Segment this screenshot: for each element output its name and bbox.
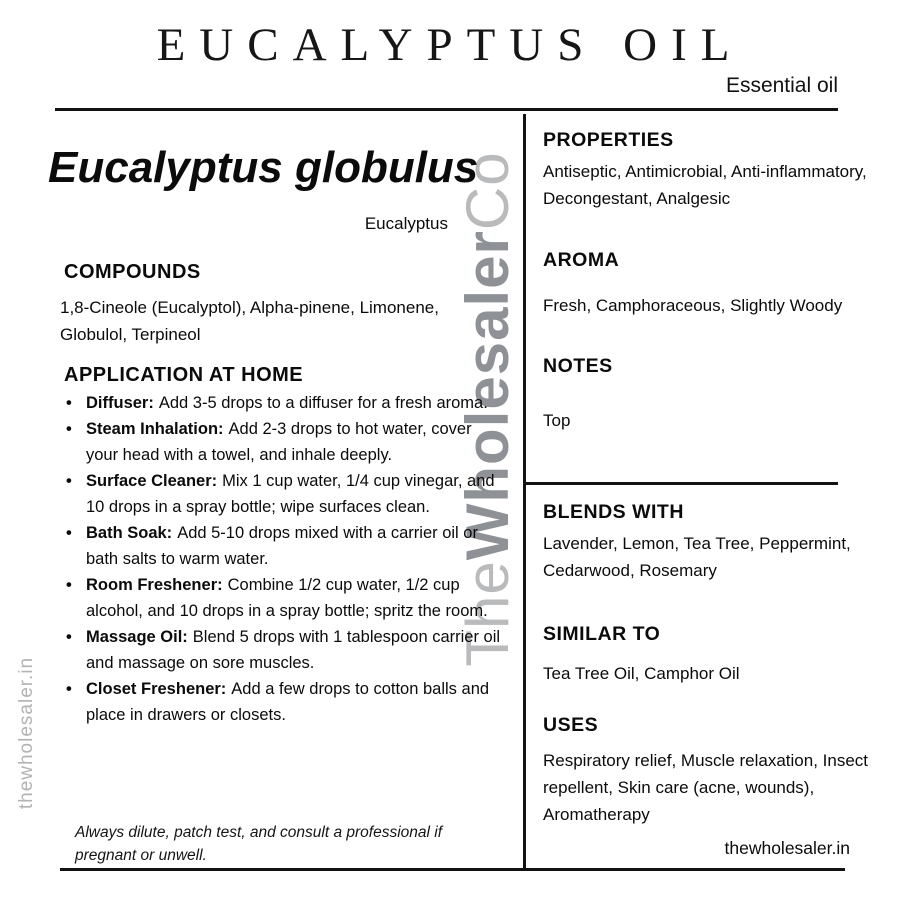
list-item-text: Add 2-3 drops to hot water, cover your head with a towel, and inhale deeply. [86, 420, 472, 464]
website-link: thewholesaler.in [724, 838, 850, 858]
notes-heading: NOTES [543, 355, 613, 377]
page-title: EUCALYPTUS OIL [156, 19, 744, 71]
botanical-name: Eucalyptus globulus [48, 143, 479, 192]
list-item [62, 572, 504, 624]
right-column-divider [523, 482, 838, 485]
compounds-heading: COMPOUNDS [64, 261, 201, 283]
watermark-wholesaler: Wholesaler [453, 230, 521, 561]
list-item-text: Add 5-10 drops mixed with a carrier oil or bath salts to warm water. [86, 524, 478, 568]
list-item [62, 390, 504, 416]
similar-to-heading: SIMILAR TO [543, 623, 661, 645]
watermark-the: The [453, 560, 521, 667]
list-item-label: Room Freshener: [86, 576, 223, 594]
side-website-text: thewholesaler.in [16, 656, 37, 810]
application-list [62, 390, 504, 728]
list-item-label: Diffuser: [86, 394, 154, 412]
list-item [62, 624, 504, 676]
compounds-text: 1,8-Cineole (Eucalyptol), Alpha-pinene, Limonene, Globulol, Terpineol [60, 298, 439, 344]
aroma-heading: AROMA [543, 249, 620, 271]
blends-with-heading: BLENDS WITH [543, 501, 684, 523]
page-subtitle: Essential oil [725, 74, 838, 97]
list-item [62, 416, 504, 468]
common-name: Eucalyptus [364, 214, 448, 233]
list-item-label: Surface Cleaner: [86, 472, 218, 490]
vertical-divider [523, 114, 526, 871]
disclaimer-note: Always dilute, patch test, and consult a professional if pregnant or unwell. [75, 824, 443, 864]
list-item [62, 676, 504, 728]
list-item-label: Steam Inhalation: [86, 420, 224, 438]
notes-text: Top [543, 411, 571, 430]
blends-with-text: Lavender, Lemon, Tea Tree, Peppermint, Cedarwood, Rosemary [543, 534, 851, 580]
list-item [62, 468, 504, 520]
watermark-co: Co [453, 151, 521, 231]
list-item-label: Massage Oil: [86, 628, 188, 646]
application-heading: APPLICATION AT HOME [64, 364, 304, 386]
list-item [62, 520, 504, 572]
header-divider [55, 108, 838, 111]
list-item-label: Bath Soak: [86, 524, 173, 542]
similar-to-text: Tea Tree Oil, Camphor Oil [543, 664, 740, 683]
properties-heading: PROPERTIES [543, 129, 674, 151]
list-item-text: Combine 1/2 cup water, 1/2 cup alcohol, and 10 drops in a spray bottle; spritz the room. [86, 576, 488, 620]
uses-text: Respiratory relief, Muscle relaxation, Insect repellent, Skin care (acne, wounds), Aromatherapy [543, 751, 869, 824]
bottom-divider [60, 868, 845, 871]
list-item-text: Blend 5 drops with 1 tablespoon carrier oil and massage on sore muscles. [86, 628, 501, 672]
list-item-label: Closet Freshener: [86, 680, 227, 698]
uses-heading: USES [543, 714, 599, 736]
aroma-text: Fresh, Camphoraceous, Slightly Woody [543, 296, 843, 315]
list-item-text: Add 3-5 drops to a diffuser for a fresh aroma. [158, 394, 488, 412]
list-item-text: Add a few drops to cotton balls and place in drawers or closets. [86, 680, 490, 724]
list-item-text: Mix 1 cup water, 1/4 cup vinegar, and 10 drops in a spray bottle; wipe surfaces clean. [86, 472, 495, 516]
properties-text: Antiseptic, Antimicrobial, Anti-inflammatory, Decongestant, Analgesic [543, 162, 867, 208]
